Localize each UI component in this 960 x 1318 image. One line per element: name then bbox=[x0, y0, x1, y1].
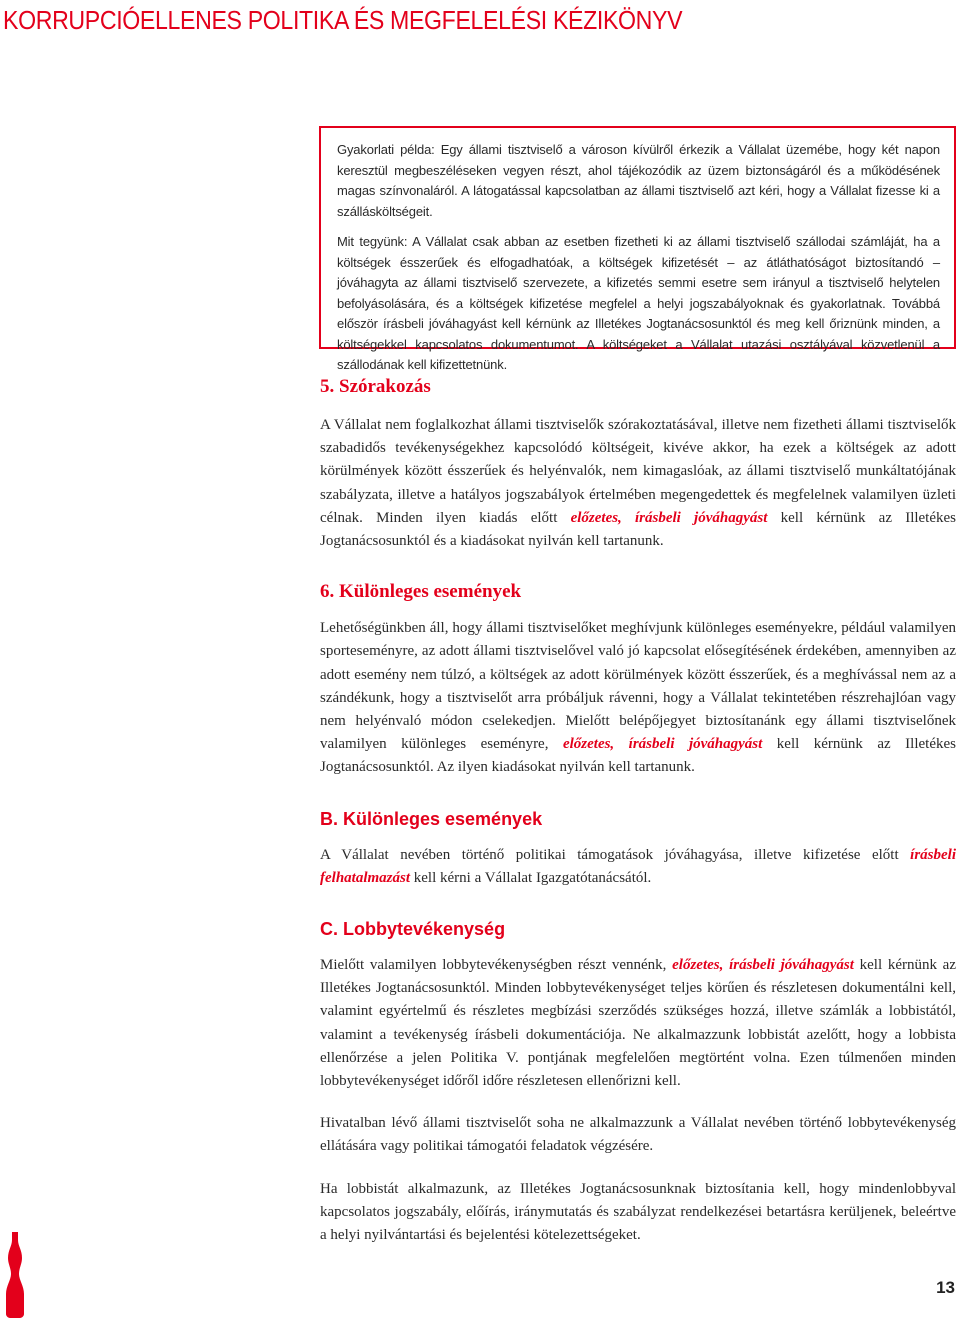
example-box bbox=[319, 126, 956, 372]
section-6-paragraph: Lehetőségünkben áll, hogy állami tisztviselőket meghívjunk különleges eseményekre, például valamilyen sporteseményre, az adott állami tisztviselővel való jó kapcsolat elősegítésének érdekében, amennyiben az adott esemény nem túlzó, a költségek az adott körülmények között ésszerűek, és a meghívással nem az a szándékunk, hogy a tisztviselőt arra próbáljuk rávenni, hogy a Vállalat tekintetében részrehajlóan vagy nem helyénvaló módon cselekedjen. Mielőtt belépőjegyet biztosítanánk egy állami tisztviselőnek valamilyen különleges eseményre, előzetes, írásbeli jóváhagyást kell kérnünk az Illetékes Jogtanácsosunktól. Az ilyen kiadásokat nyilván kell tartanunk. bbox=[320, 620, 956, 776]
section-c-paragraph-2: Hivatalban lévő állami tisztviselőt soha ne alkalmazzunk a Vállalat nevében történő lobbytevékenység ellátására vagy politikai támogatói feladatok végzésére. bbox=[320, 1115, 956, 1155]
section-5-heading: 5. Szórakozás bbox=[320, 376, 431, 397]
emphasis: írásbeli felhatalmazást bbox=[320, 846, 956, 886]
what-to-do-paragraph: Mit tegyünk: A Vállalat csak abban az esetben fizetheti ki az állami tisztviselő szállodai számláját, ha a költségek ésszerűek és elfogadhatóak, a költségek kifizetését – az átláthatóságot biztosítandó – jóváhagyta az állami tisztviselő szervezete, a kifizetés semmi esetre sem irányul a tisztviselő helytelen befolyásolására, és a költségek kifizetése megfelel a helyi jogszabályoknak és gyakorlatnak. Továbbá először írásbeli jóváhagyást kell kérnünk az Illetékes Jogtanácsosunktól és meg kell őriznünk minden, a költségekkel kapcsolatos dokumentumot. A költségeket a Vállalat utazási osztályával közvetlenül a szállodának kell kifizettetnünk. bbox=[337, 234, 940, 372]
section-c-heading: C. Lobbytevékenység bbox=[320, 919, 506, 940]
section-6-heading: 6. Különleges események bbox=[320, 581, 522, 603]
section-b-paragraph: A Vállalat nevében történő politikai támogatások jóváhagyása, illetve kifizetése előtt írásbeli felhatalmazást kell kérni a Vállalat Igazgatótanácsától. bbox=[320, 846, 956, 886]
emphasis: előzetes, írásbeli jóváhagyást bbox=[570, 509, 768, 526]
section-5-paragraph: A Vállalat nem foglalkozhat állami tisztviselők szórakoztatásával, illetve nem fizetheti állami tisztviselők szabadidős tevékenységekhez kapcsolódó költségeit, kivéve akkor, ha ezek a költségek az adott körülmények között ésszerűek és helyénvalók, nem kimagaslóak, az állami tisztviselő munkáltatójának szabályzata, illetve a hatályos jogszabályok értelmében megengedettek és megfelelnek valamilyen üzleti célnak. Minden ilyen kiadás előtt előzetes, írásbeli jóváhagyást kell kérnünk az Illetékes Jogtanácsosunktól és a kiadásokat nyilván kell tartanunk. bbox=[320, 417, 957, 550]
emphasis: előzetes, írásbeli jóváhagyást bbox=[562, 736, 763, 753]
page-number: 13 bbox=[936, 1278, 955, 1297]
emphasis: előzetes, írásbeli jóváhagyást bbox=[672, 957, 854, 974]
section-b-heading: B. Különleges események bbox=[320, 808, 543, 829]
section-c-paragraph-3: Ha lobbistát alkalmazunk, az Illetékes Jogtanácsosunknak biztosítania kell, hogy mindenlobbyval kapcsolatos jogszabály, előírás, iránymutatás és szabályzat rendelkezései betartásra kerüljenek, beleértve a helyi nyilvántartási és bejelentési kötelezettségeket. bbox=[320, 1180, 956, 1244]
document-title: KORRUPCIÓELLENES POLITIKA ÉS MEGFELELÉSI KÉZIKÖNYV bbox=[3, 5, 683, 35]
coke-bottle-icon bbox=[2, 1232, 28, 1318]
main-content bbox=[320, 374, 956, 1247]
section-c-paragraph-1: Mielőtt valamilyen lobbytevékenységben részt vennénk, előzetes, írásbeli jóváhagyást kell kérnünk az Illetékes Jogtanácsosunktól. Minden lobbytevékenységet teljes körűen és részletesen dokumentálni kell, valamint egyértelmű és részletes megbízási szerződés szükséges hozzá, illetve számlák a lobbistától, valamint a tevékenység írásbeli dokumentációja. Ne alkalmazzunk lobbistát azelőtt, hogy a lobbista ellenőrzése a jelen Politika V. pontjának megfelelően megtörtént volna. Ezen túlmenően minden lobbytevékenységet időről időre részletesen ellenőrizni kell. bbox=[320, 957, 956, 1090]
example-paragraph: Gyakorlati példa: Egy állami tisztviselő a városon kívülről érkezik a Vállalat üzemébe, hogy két napon keresztül megbeszéléseken vegyen részt, ahol tájékozódik az üzem biztonságáról és a működésének magas színvonaláról. A látogatással kapcsolatban az állami tisztviselő azt kéri, hogy a Vállalat fizesse ki a szállásköltségeit. bbox=[337, 142, 940, 219]
